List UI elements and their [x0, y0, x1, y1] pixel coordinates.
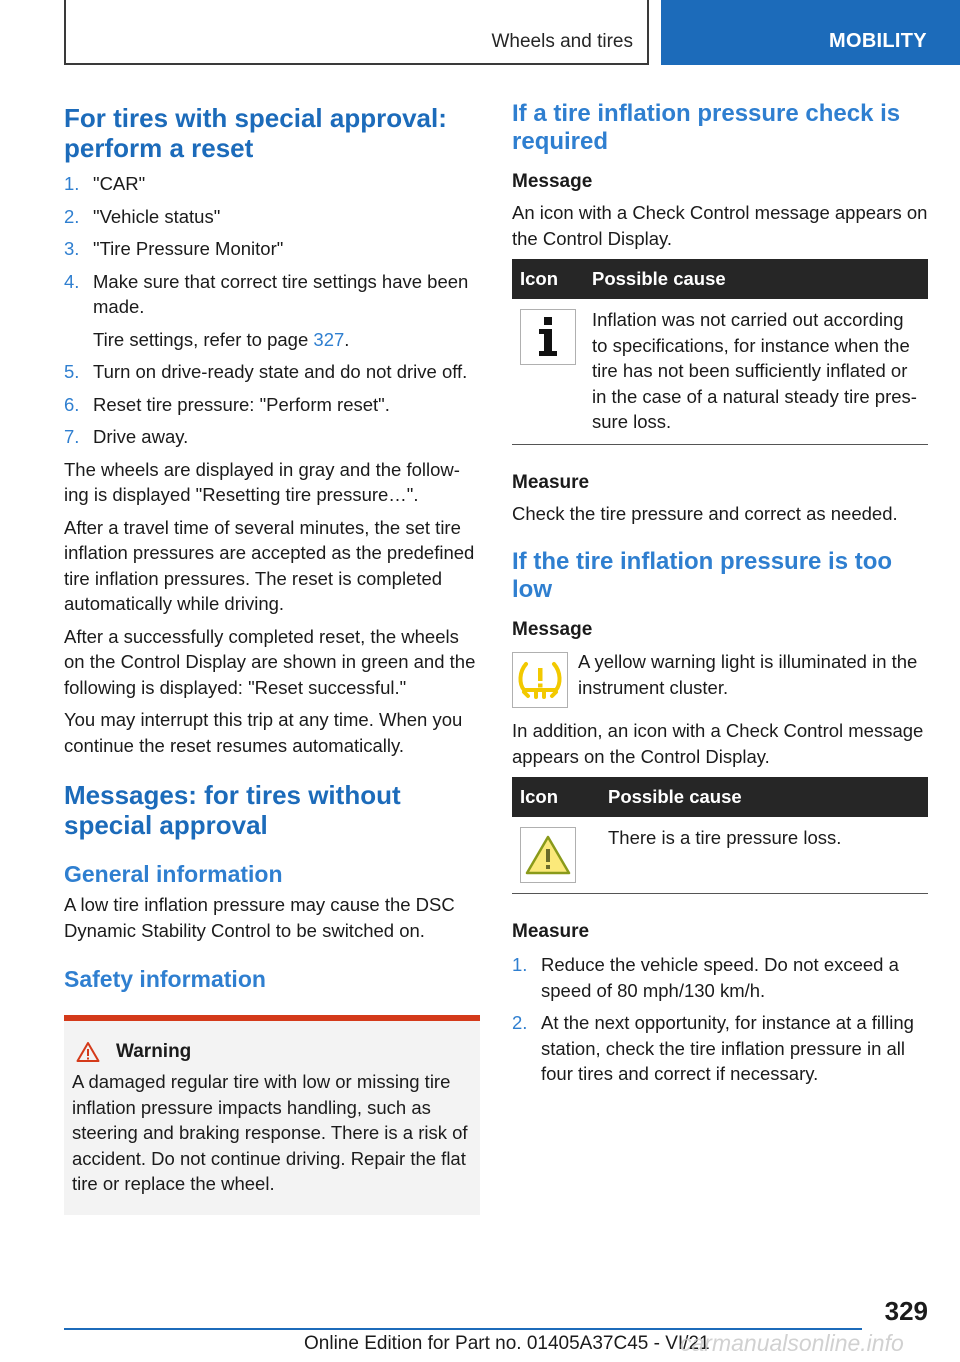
yellow-warning-triangle-icon [520, 827, 576, 883]
info-icon [520, 309, 576, 365]
warning-text: A damaged regular tire with low or missing tire inflation pressure impacts handling, such as steering and braking response. There is a risk of accident. Do not continue driving. Repair the flat tire or replace the wheel. [72, 1071, 468, 1194]
reset-steps [64, 171, 478, 320]
right-column [512, 100, 928, 1094]
message-label-low: Message [512, 619, 593, 640]
tire-settings-reference: Tire settings, refer to page 327. [93, 328, 350, 350]
check-control-table [512, 259, 928, 445]
general-information-text: A low tire inflation pressure may cause the DSC Dynamic Stability Control to be switched on. [64, 894, 455, 941]
list-item: 4. Make sure that correct tire settings have been made. [64, 270, 469, 317]
list-item: 5. Turn on drive-ready state and do not drive off. [64, 361, 468, 382]
warning-title: Warning [116, 1041, 192, 1062]
reset-steps-continued [64, 359, 478, 450]
warning-light-text: A yellow warning light is illuminated in the instrument cluster. [578, 651, 918, 698]
page-link[interactable]: 327 [313, 328, 345, 350]
paragraph: You may interrupt this trip at any time. When you continue the reset resumes automatically. [64, 709, 463, 756]
paragraph: After a successfully completed reset, the wheels on the Control Display are shown in green and the following is displayed: "Reset successful." [64, 625, 476, 698]
low-measure-steps [512, 952, 928, 1087]
measure-label: Measure [512, 471, 590, 493]
table-cell-cause: There is a tire pressure loss. [600, 817, 928, 894]
low-addition-text: In addition, an icon with a Check Control message appears on the Control Display. [512, 720, 924, 767]
header-chapter-tab [661, 0, 960, 65]
table-cell-cause: Inflation was not carried out according to specifications, for instance when the tire has not been sufficiently inflated or in the case of a natural steady tire pressure loss. [584, 299, 928, 444]
watermark: carmanualsonline.info [680, 1330, 904, 1356]
paragraph: After a travel time of several minutes, the set tire inflation pressures are accepted as the predefined tire inflation pressures. The reset is completed automatically while driving. [64, 516, 475, 614]
messages-heading: Messages: for tires without special approval [64, 780, 401, 840]
tire-pressure-warning-light-icon [512, 652, 568, 708]
table-header-cause: Possible cause [600, 777, 928, 817]
table-header-icon: Icon [512, 259, 584, 299]
list-item: 6. Reset tire pressure: "Perform reset". [64, 393, 390, 415]
reset-heading: For tires with special approval: perform a reset [64, 103, 447, 163]
check-message-text: An icon with a Check Control message appears on the Control Display. [512, 202, 928, 249]
list-item: 3. "Tire Pressure Monitor" [64, 238, 284, 259]
list-item: 7. Drive away. [64, 426, 189, 447]
warning-header [72, 1041, 472, 1063]
list-item: 2. "Vehicle status" [64, 205, 221, 227]
list-item: 1. Reduce the vehicle speed. Do not exceed a speed of 80 mph/130 km/h. [512, 954, 899, 1001]
list-item: 2. At the next opportunity, for instance at a filling station, check the tire inflation pressure in all four tires and correct if necessary. [512, 1012, 914, 1084]
section-title: Wheels and tires [491, 31, 633, 52]
general-information-heading: General information [64, 861, 283, 887]
left-column [64, 100, 478, 1215]
paragraph: The wheels are displayed in gray and the following is displayed "Resetting tire pressure…". [64, 458, 460, 505]
warning-light-row [512, 652, 928, 708]
header-section-tab [64, 0, 649, 65]
message-label: Message [512, 171, 593, 192]
chapter-title: MOBILITY [829, 30, 927, 52]
table-row [512, 299, 928, 444]
table-header-cause: Possible cause [584, 259, 928, 299]
check-measure-text: Check the tire pressure and correct as needed. [512, 502, 898, 524]
safety-information-heading: Safety information [64, 966, 266, 992]
tire-loss-table [512, 777, 928, 894]
warning-box [64, 1015, 480, 1215]
page-number: 329 [884, 1296, 928, 1326]
edition-text: Online Edition for Part no. 01405A37C45 - VI/21 [304, 1333, 710, 1354]
warning-triangle-icon [76, 1041, 100, 1063]
check-required-heading: If a tire inflation pressure check is required [512, 100, 901, 155]
too-low-heading: If the tire inflation pressure is too low [512, 548, 893, 603]
measure-label-low: Measure [512, 921, 590, 942]
list-item: 1. "CAR" [64, 173, 146, 194]
table-row [512, 817, 928, 894]
table-header-icon: Icon [512, 777, 600, 817]
